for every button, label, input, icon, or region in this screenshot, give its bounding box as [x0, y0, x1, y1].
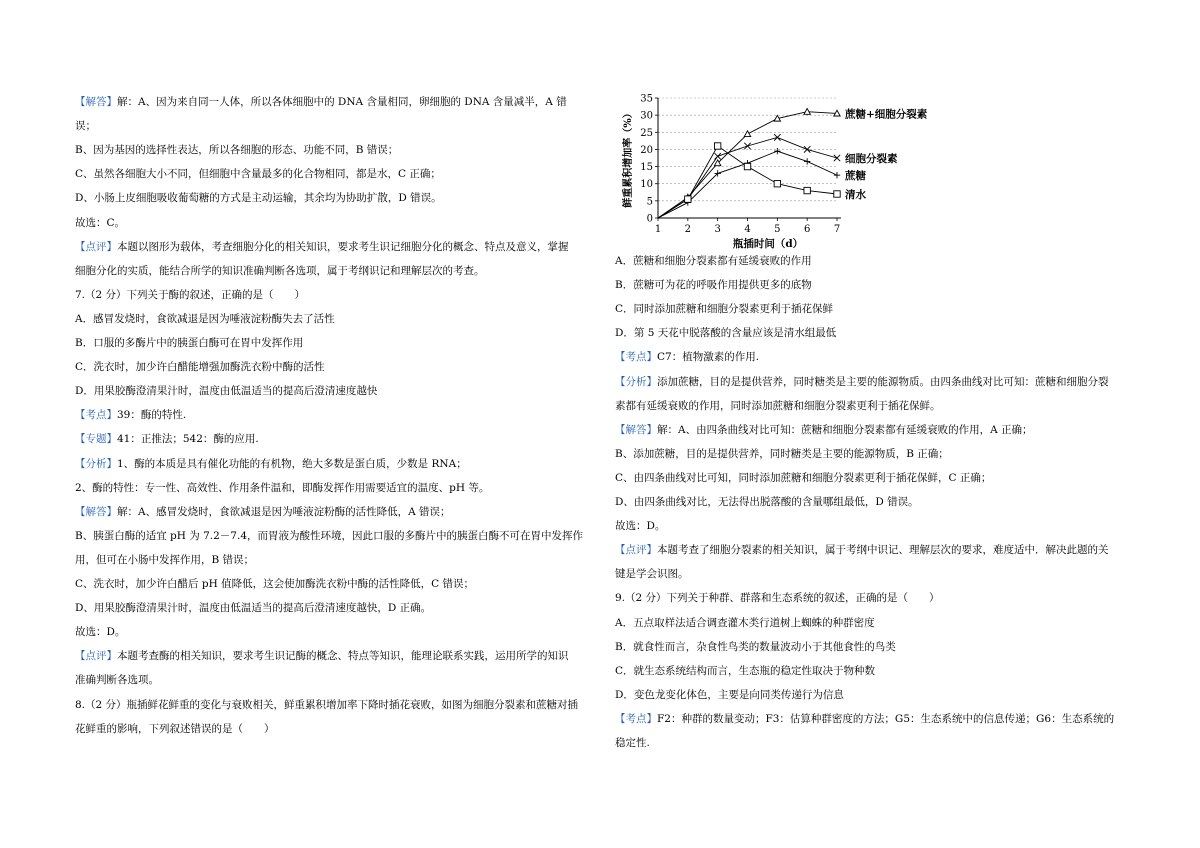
line-text: A．五点取样法适合调查灌木类行道树上蜘蛛的种群密度 [615, 616, 875, 629]
x-tick-label: 3 [714, 224, 721, 235]
text-line [75, 432, 259, 446]
line-text: C．就生态系统结构而言，生态瓶的稳定性取决于物种数 [615, 664, 876, 677]
line-text: 细胞分化的实质，能结合所学的知识准确判断各选项，属于考纲识记和理解层次的考查。 [75, 264, 485, 277]
text-line [75, 191, 442, 205]
line-text: 花鲜重的影响，下列叙述错误的是（ ） [75, 722, 275, 735]
text-line [615, 399, 941, 413]
chart-labels [621, 94, 928, 251]
triangle-marker [744, 131, 750, 137]
series-label: 蔗糖+细胞分裂素 [845, 108, 928, 121]
text-line [75, 481, 489, 495]
square-marker [744, 163, 750, 169]
y-tick-label: 15 [640, 162, 653, 174]
line-text: 解：A、由四条曲线对比可知：蔗糖和细胞分裂素都有延缓衰败的作用，A 正确； [657, 423, 1033, 436]
line-text: B．口服的多酶片中的胰蛋白酶可在胃中发挥作用 [75, 337, 304, 349]
line-text: 添加蔗糖，目的是提供营养，同时糖类是主要的能源物质。由四条曲线对比可知：蔗糖和细胞分裂 [657, 375, 1109, 388]
line-text: 稳定性. [615, 737, 650, 749]
text-line [615, 302, 833, 316]
line-text: 2、酶的特性：专一性、高效性、作用条件温和，即酶发挥作用需要适宜的温度、pH 等。 [75, 481, 490, 494]
x-tick-label: 2 [684, 224, 692, 235]
text-line [75, 119, 96, 133]
section-tag: 【分析】 [615, 375, 657, 388]
text-line [75, 264, 485, 278]
text-line [615, 736, 650, 750]
section-tag: 【考点】 [615, 712, 657, 725]
text-line [75, 288, 305, 302]
text-line [615, 712, 1114, 726]
line-text: 用，但可在小肠中发挥作用，B 错误； [75, 553, 255, 566]
line-text: D、由四条曲线对比，无法得出脱落酸的含量哪组最低，D 错误。 [615, 496, 919, 508]
line-text: 准确判断各选项。 [75, 674, 159, 687]
text-line [615, 254, 812, 268]
line-text: D、小肠上皮细胞吸收葡萄糖的方式是主动运输，其余均为协助扩散，D 错误。 [75, 192, 442, 205]
line-text: 解：A、感冒发烧时，食欲减退是因为唾液淀粉酶的活性降低，A 错误； [117, 505, 451, 518]
section-tag: 【解答】 [75, 96, 117, 108]
text-line [75, 625, 125, 639]
text-line [615, 495, 919, 509]
line-text: C．洗衣时，加少许白醋能增强加酶洗衣粉中酶的活性 [75, 361, 325, 374]
series-label: 清水 [845, 189, 866, 201]
text-line [75, 649, 569, 663]
text-line [75, 553, 254, 567]
series-x [658, 134, 840, 218]
text-line [615, 326, 836, 340]
y-tick-label: 30 [640, 110, 653, 122]
text-line [75, 529, 583, 543]
x-tick-label: 1 [654, 224, 662, 235]
section-tag: 【分析】 [75, 457, 117, 470]
line-text: 素都有延缓衰败的作用，同时添加蔗糖和细胞分裂素更利于插花保鲜。 [615, 399, 941, 412]
line-text: C7：植物激素的作用. [657, 351, 760, 364]
line-text: 故选：D。 [75, 626, 126, 639]
square-marker [774, 181, 780, 187]
square-marker [685, 196, 691, 202]
line-text: 本题以图形为载体，考查细胞分化的相关知识，要求考生识记细胞分化的概念、特点及意义，掌握 [117, 240, 569, 253]
line-text: 本题考查酶的相关知识，要求考生识记酶的概念、特点等知识，能理论联系实践，运用所学的知识 [117, 650, 569, 663]
text-line [615, 591, 940, 605]
line-text: F2：种群的数量变动；F3：估算种群密度的方法；G5：生态系统中的信息传递；G6：生态系统的 [657, 712, 1115, 725]
text-line [75, 457, 467, 471]
square-marker [714, 143, 720, 149]
series-plus [658, 148, 840, 218]
text-line [75, 167, 441, 181]
text-line [615, 616, 875, 630]
text-line [75, 408, 186, 422]
y-tick-label: 5 [646, 196, 653, 208]
text-line [615, 640, 896, 654]
text-line [615, 375, 1109, 389]
chart-series [658, 109, 840, 218]
text-line [75, 505, 451, 519]
y-tick-label: 0 [646, 213, 653, 225]
section-tag: 【解答】 [75, 505, 117, 518]
text-line [75, 360, 325, 374]
line-text: 39：酶的特性. [117, 409, 187, 422]
line-text: C、洗衣时，加少许白醋后 pH 值降低，这会使加酶洗衣粉中酶的活性降低，C 错误； [75, 578, 474, 590]
line-text: D．用果胶酶澄清果汁时，温度由低温适当的提高后澄清速度越快 [75, 385, 378, 398]
series-square [658, 143, 840, 218]
square-marker [834, 191, 840, 197]
text-line [75, 95, 567, 109]
y-axis-label: 鲜重累积增加率（%） [623, 108, 634, 208]
line-text: D、用果胶酶澄清果汁时，温度由低温适当的提高后澄清速度越快，D 正确。 [75, 602, 432, 615]
text-line [75, 673, 159, 687]
section-tag: 【点评】 [75, 650, 117, 663]
section-tag: 【解答】 [615, 423, 657, 436]
x-tick-label: 7 [833, 224, 841, 235]
line-text: 8.（2 分）瓶插鲜花鲜重的变化与衰败相关，鲜重累积增加率下降时插花衰败，如图为细胞分裂素和蔗糖对插 [75, 698, 579, 711]
line-text: 键是学会识图。 [615, 568, 689, 581]
line-text: 故选：D。 [615, 520, 666, 533]
text-line [615, 471, 991, 485]
line-text: C、由四条曲线对比可知，同时添加蔗糖和细胞分裂素更利于插花保鲜，C 正确； [615, 471, 992, 484]
line-text: D．变色龙变化体色，主要是向同类传递行为信息 [615, 688, 844, 701]
line-text: B、因为基因的选择性表达，所以各细胞的形态、功能不同，B 错误； [75, 144, 399, 157]
text-line [615, 688, 844, 702]
text-line [615, 519, 665, 533]
series-line [658, 146, 837, 218]
line-text: B．蔗糖可为花的呼吸作用提供更多的底物 [615, 279, 812, 292]
text-line [615, 664, 875, 678]
line-chart [618, 88, 938, 250]
text-line [615, 567, 689, 581]
text-line [75, 336, 303, 350]
text-line [75, 216, 125, 230]
text-line [615, 543, 1109, 557]
line-text: B．就食性而言，杂食性鸟类的数量波动小于其他食性的鸟类 [615, 640, 896, 653]
line-text: 本题考查了细胞分裂素的相关知识，属于考纲中识记、理解层次的要求，难度适中．解决此题的关 [657, 544, 1109, 557]
line-text: B、胰蛋白酶的适宜 pH 为 7.2－7.4，而胃液为酸性环境，因此口服的多酶片中的胰蛋白酶不可在胃中发挥作 [75, 529, 584, 542]
line-text: D．第 5 天花中脱落酸的含量应该是清水组最低 [615, 327, 837, 340]
text-line [75, 240, 569, 254]
line-text: B、添加蔗糖，目的是提供营养，同时糖类是主要的能源物质，B 正确； [615, 447, 949, 460]
section-tag: 【专题】 [75, 433, 117, 446]
text-line [75, 312, 335, 326]
y-tick-label: 20 [640, 144, 653, 156]
x-tick-label: 6 [803, 224, 811, 235]
text-line [615, 350, 759, 364]
text-line [615, 447, 949, 461]
x-axis-label: 瓶插时间（d） [732, 238, 804, 250]
series-label: 细胞分裂素 [845, 153, 898, 165]
y-tick-label: 25 [640, 127, 653, 139]
line-text: 7.（2 分）下列关于酶的叙述，正确的是（ ） [75, 288, 306, 301]
y-tick-label: 35 [640, 93, 653, 105]
text-line [75, 722, 275, 736]
text-line [75, 698, 578, 712]
x-tick-label: 4 [744, 224, 751, 235]
line-text: 解：A、因为来自同一人体，所以各体细胞中的 DNA 含量相同，卵细胞的 DNA 含量减半，A 错 [117, 96, 567, 108]
text-line [75, 601, 431, 615]
text-line [75, 384, 377, 398]
line-text: 9.（2 分）下列关于种群、群落和生态系统的叙述，正确的是（ ） [615, 592, 940, 605]
line-text: 41：正推法；542：酶的应用. [117, 433, 259, 446]
section-tag: 【点评】 [75, 240, 117, 253]
line-text: 故选：C。 [75, 216, 126, 229]
text-line [615, 423, 1033, 437]
y-tick-label: 10 [640, 179, 653, 191]
line-text: C、虽然各细胞大小不同，但细胞中含量最多的化合物相同，都是水，C 正确； [75, 168, 441, 181]
text-line [75, 577, 474, 591]
series-label: 蔗糖 [845, 170, 866, 183]
text-line [615, 278, 812, 292]
section-tag: 【考点】 [615, 351, 657, 364]
x-tick-label: 5 [774, 224, 781, 235]
line-text: A．感冒发烧时，食欲减退是因为唾液淀粉酶失去了活性 [75, 312, 335, 325]
line-text: A．蔗糖和细胞分裂素都有延缓衰败的作用 [615, 255, 812, 267]
line-text: 1、酶的本质是具有催化功能的有机物，绝大多数是蛋白质，少数是 RNA； [117, 457, 467, 470]
section-tag: 【考点】 [75, 409, 117, 422]
section-tag: 【点评】 [615, 544, 657, 557]
line-text: 误； [75, 120, 96, 133]
text-line [75, 143, 398, 157]
square-marker [804, 187, 810, 193]
line-text: C．同时添加蔗糖和细胞分裂素更利于插花保鲜 [615, 303, 834, 316]
